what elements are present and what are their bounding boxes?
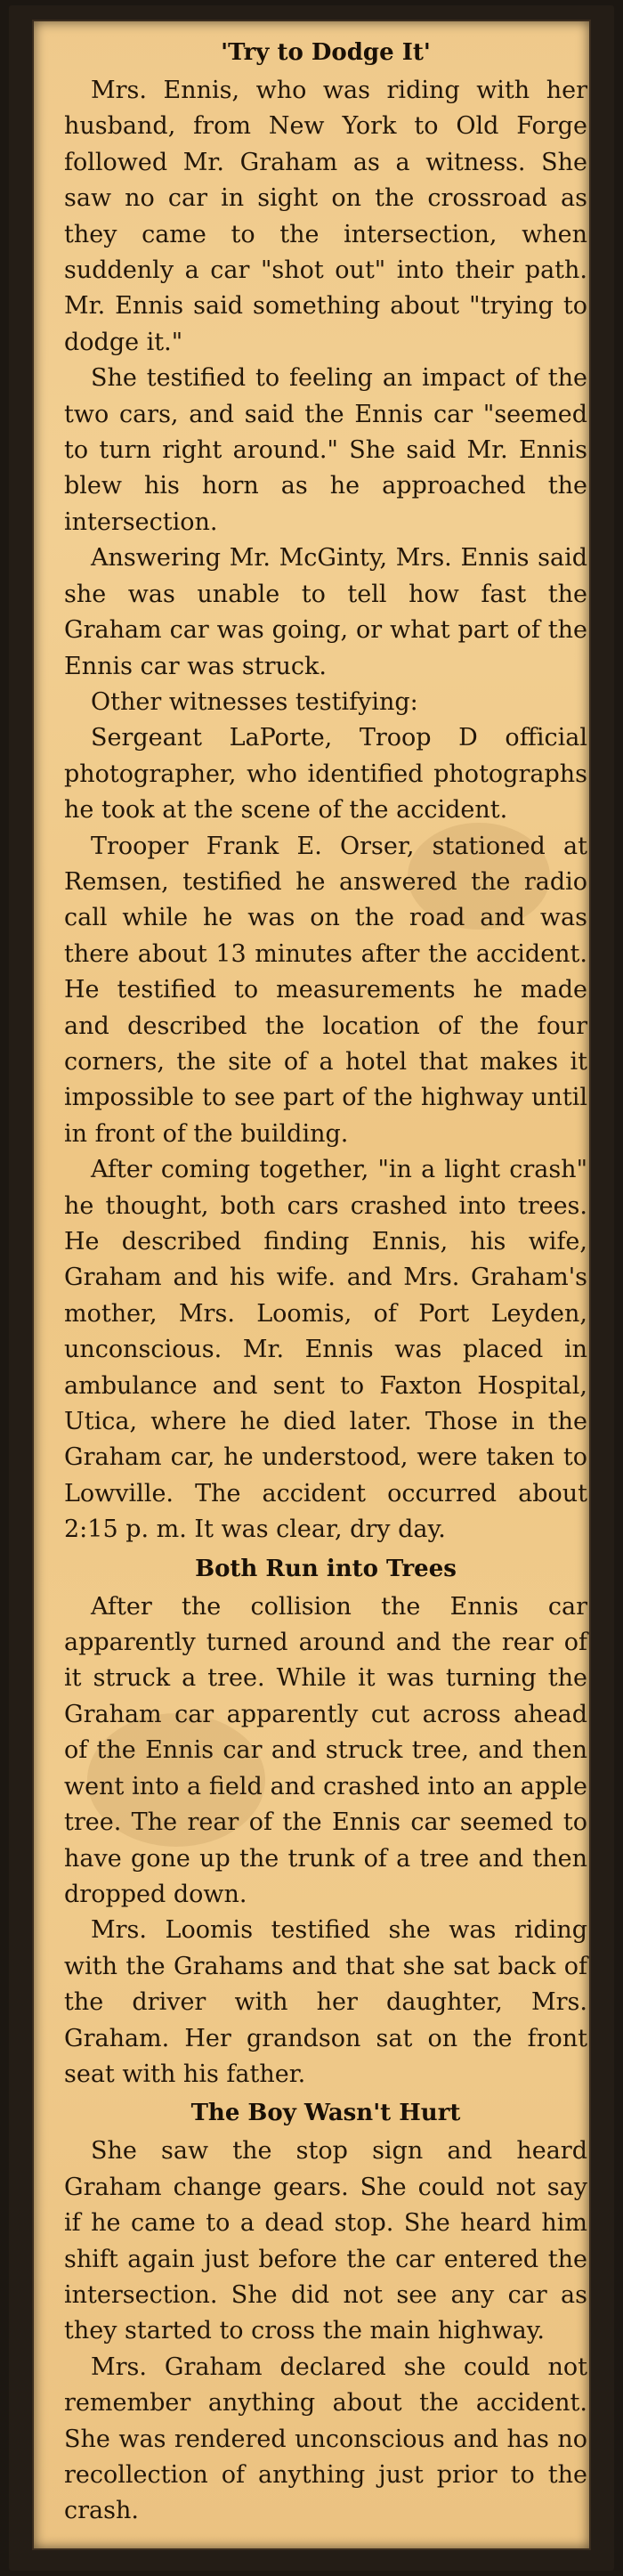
article-column xyxy=(64,32,587,2530)
paragraph: Mrs. Ennis, who was riding with her husband, from New York to Old Forge followed Mr. Graham as a witness. She saw no car in sight on the crossroad as they came to the intersection, when suddenly a car "shot out" into their path. Mr. Ennis said something about "trying to dodge it." xyxy=(64,77,587,356)
paragraph: Answering Mr. McGinty, Mrs. Ennis said she was unable to tell how fast the Graham car was going, or what part of the Ennis car was struck. xyxy=(64,544,587,680)
paragraph: Trooper Frank E. Orser, stationed at Remsen, testified he answered the radio call while he was on the road and was there about 13 minutes after the accident. He testified to measurements he made and described the location of the four corners, the site of a hotel that makes it impossible to see part of the highway until in front of the building. xyxy=(64,832,587,1148)
subheading-both-run-into-trees: Both Run into Trees xyxy=(195,1555,457,1582)
scrapbook-mount xyxy=(9,5,614,2571)
paragraph: Mrs. Graham declared she could not remember anything about the accident. She was rendered unconscious and has no recollection of anything just prior to the crash. xyxy=(64,2353,587,2525)
paragraph: She testified to feeling an impact of the two cars, and said the Ennis car "seemed to turn right around." She said Mr. Ennis blew his horn as he approached the intersection. xyxy=(64,364,587,536)
paragraph: She saw the stop sign and heard Graham change gears. She could not say if he came to a dead stop. She heard him shift again just before the car entered the intersection. She did not see any car as they started to cross the main highway. xyxy=(64,2137,587,2345)
paragraph: Mrs. Loomis testified she was riding with the Grahams and that she sat back of the driver with her daughter, Mrs. Graham. Her grandson sat on the front seat with his father. xyxy=(64,1916,587,2088)
paragraph: Other witnesses testifying: xyxy=(91,687,418,716)
paragraph: After the collision the Ennis car apparently turned around and the rear of it struck a tree. While it was turning the Graham car apparently cut across ahead of the Ennis car and struck tree, and then went into a field and crashed into an apple tree. The rear of the Ennis car seemed to have gone up the trunk of a tree and then dropped down. xyxy=(64,1592,587,1908)
newspaper-clipping xyxy=(34,21,589,2548)
subheading-boy-wasnt-hurt: The Boy Wasn't Hurt xyxy=(190,2100,461,2127)
paragraph: Sergeant LaPorte, Troop D official photographer, who identified photographs he took at the scene of the accident. xyxy=(64,724,587,825)
paragraph: After coming together, "in a light crash" he thought, both cars crashed into trees. He described finding Ennis, his wife, Graham and his wife. and Mrs. Graham's mother, Mrs. Loomis, of Port Leyden, unconscious. Mr. Ennis was placed in ambulance and sent to Faxton Hospital, Utica, where he died later. Those in the Graham car, he understood, were taken to Lowville. The accident occurred about 2:15 p. m. It was clear, dry day. xyxy=(64,1156,587,1544)
subheading-try-to-dodge-it: 'Try to Dodge It' xyxy=(221,39,431,66)
